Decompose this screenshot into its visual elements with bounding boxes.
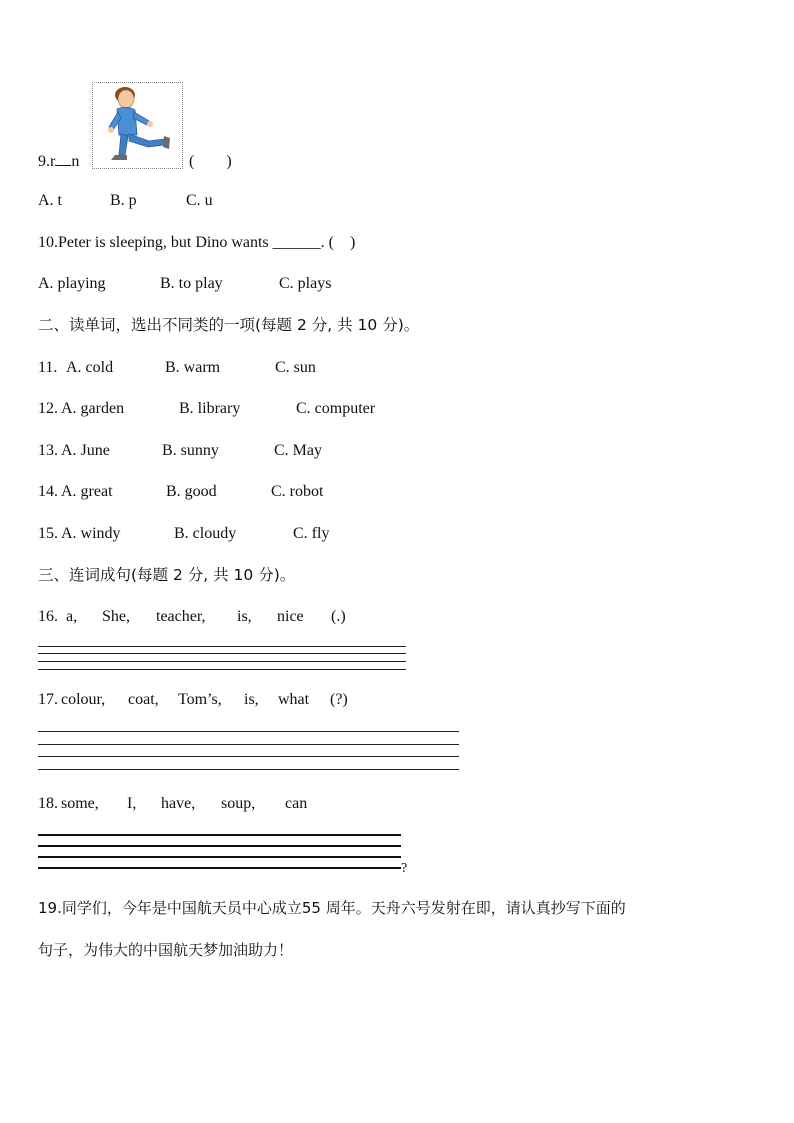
q13-number: 13. bbox=[38, 442, 58, 459]
q10-option-a[interactable]: A. playing bbox=[38, 275, 106, 292]
q12-option-b[interactable]: B. library bbox=[179, 400, 241, 417]
q14-option-b[interactable]: B. good bbox=[166, 483, 217, 500]
q16-answer-line[interactable] bbox=[38, 661, 406, 662]
q18-word: have, bbox=[161, 795, 196, 812]
q12-row bbox=[38, 399, 375, 419]
q10-stem: 10.Peter is sleeping, but Dino wants ______. ( ) bbox=[38, 234, 356, 251]
q9-option-c[interactable]: C. u bbox=[186, 192, 213, 209]
q18-word: can bbox=[285, 795, 308, 812]
q9-blank bbox=[55, 165, 71, 166]
q9-stem-text: 9.r bbox=[38, 153, 56, 170]
q14-row bbox=[38, 482, 323, 502]
q18-answer-line[interactable] bbox=[38, 845, 401, 847]
q17-number: 17. bbox=[38, 691, 58, 708]
q13-option-a[interactable]: A. June bbox=[61, 442, 110, 459]
q13-row bbox=[38, 441, 322, 461]
q18-word: some, bbox=[61, 795, 99, 812]
q12-option-a[interactable]: A. garden bbox=[61, 400, 125, 417]
q17-word: is, bbox=[244, 691, 259, 708]
q17-answer-line[interactable] bbox=[38, 731, 459, 732]
q15-option-a[interactable]: A. windy bbox=[61, 525, 121, 542]
q17-answer-line[interactable] bbox=[38, 744, 459, 745]
q19-line1: 19.同学们，今年是中国航天员中心成立55 周年。天舟六号发射在即，请认真抄写下面的 bbox=[38, 899, 626, 917]
q10-option-b[interactable]: B. to play bbox=[160, 275, 223, 292]
q18-number: 18. bbox=[38, 795, 58, 812]
q17-word: what bbox=[278, 691, 310, 708]
q10-option-c[interactable]: C. plays bbox=[279, 275, 332, 292]
section2-title: 二、读单词，选出不同类的一项(每题 2 分, 共 10 分)。 bbox=[38, 316, 420, 334]
q18-row bbox=[38, 794, 307, 814]
q11-row bbox=[38, 358, 316, 378]
boy-running-icon bbox=[93, 83, 182, 168]
q17-answer-line[interactable] bbox=[38, 769, 459, 770]
section3-title: 三、连词成句(每题 2 分, 共 10 分)。 bbox=[38, 566, 296, 584]
q12-number: 12. bbox=[38, 400, 58, 417]
q18-answer-line[interactable] bbox=[38, 856, 401, 858]
q16-answer-line[interactable] bbox=[38, 669, 406, 670]
q17-word: (?) bbox=[330, 691, 348, 708]
q9-stem bbox=[38, 152, 79, 172]
q11-option-b[interactable]: B. warm bbox=[165, 359, 221, 376]
q18-end-mark: ? bbox=[401, 861, 408, 876]
q9-options bbox=[38, 191, 213, 211]
q14-option-c[interactable]: C. robot bbox=[271, 483, 324, 500]
q16-word: is, bbox=[237, 608, 252, 625]
q12-option-c[interactable]: C. computer bbox=[296, 400, 376, 417]
q15-option-c[interactable]: C. fly bbox=[293, 525, 330, 542]
q13-option-b[interactable]: B. sunny bbox=[162, 442, 219, 459]
q16-row bbox=[38, 607, 346, 627]
q9-paren: ( ) bbox=[189, 153, 232, 170]
q18-word: I, bbox=[127, 795, 137, 812]
q16-word: teacher, bbox=[156, 608, 206, 625]
q18-word: soup, bbox=[221, 795, 256, 812]
q18-answer-line[interactable] bbox=[38, 834, 401, 836]
q9-option-a[interactable]: A. t bbox=[38, 192, 62, 209]
q16-number: 16. bbox=[38, 608, 58, 625]
q11-number: 11. bbox=[38, 359, 58, 376]
q15-option-b[interactable]: B. cloudy bbox=[174, 525, 237, 542]
q17-row bbox=[38, 690, 348, 710]
boy-running-picture bbox=[92, 82, 183, 169]
q11-option-a[interactable]: A. cold bbox=[66, 359, 114, 376]
q15-row bbox=[38, 524, 329, 544]
q14-option-a[interactable]: A. great bbox=[61, 483, 113, 500]
q16-answer-line[interactable] bbox=[38, 653, 406, 654]
q16-word: (.) bbox=[331, 608, 346, 625]
q9-option-b[interactable]: B. p bbox=[110, 192, 137, 209]
q17-answer-line[interactable] bbox=[38, 756, 459, 757]
q17-word: colour, bbox=[61, 691, 106, 708]
q17-word: coat, bbox=[128, 691, 159, 708]
q18-answer-line[interactable] bbox=[38, 867, 401, 869]
q19-line2: 句子，为伟大的中国航天梦加油助力！ bbox=[38, 941, 294, 959]
q16-word: nice bbox=[277, 608, 304, 625]
q13-option-c[interactable]: C. May bbox=[274, 442, 322, 459]
q9-tail: n bbox=[71, 153, 80, 170]
q11-option-c[interactable]: C. sun bbox=[275, 359, 316, 376]
q10-options bbox=[38, 274, 331, 294]
q17-word: Tom’s, bbox=[178, 691, 222, 708]
q16-answer-line[interactable] bbox=[38, 646, 406, 647]
q14-number: 14. bbox=[38, 483, 58, 500]
q15-number: 15. bbox=[38, 525, 58, 542]
q16-word: She, bbox=[102, 608, 130, 625]
q16-word: a, bbox=[66, 608, 78, 625]
